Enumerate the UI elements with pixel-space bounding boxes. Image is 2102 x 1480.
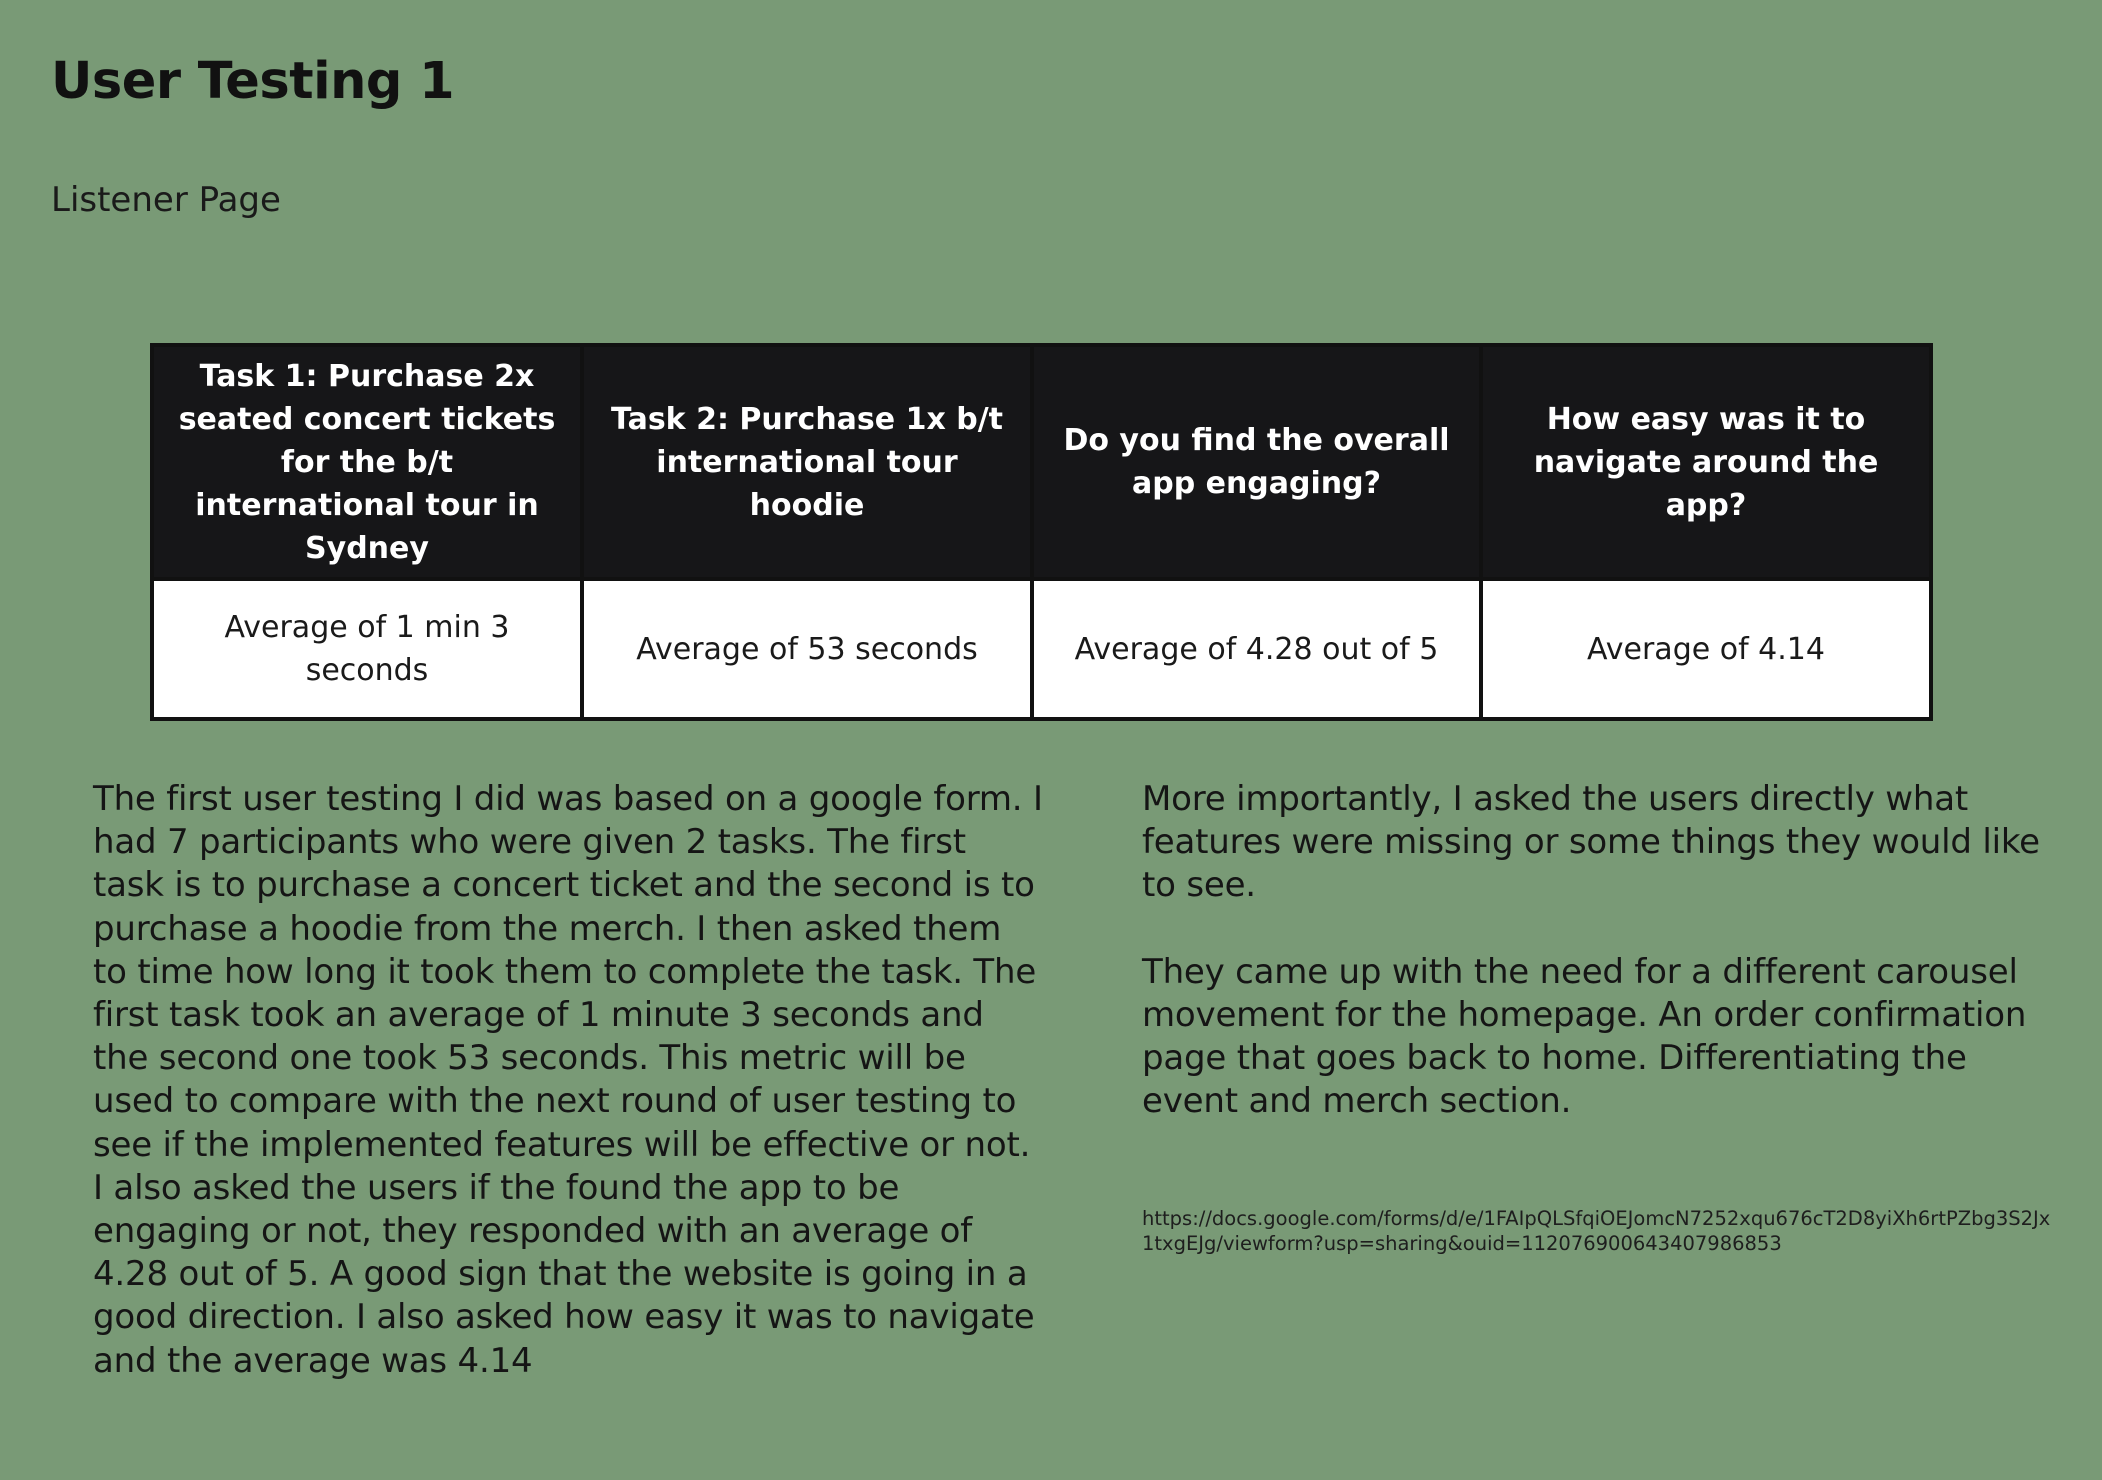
results-table [150, 343, 1933, 721]
page-subtitle: Listener Page [51, 180, 281, 220]
google-form-link[interactable]: https://docs.google.com/forms/d/e/1FAIpQLSfqiOEJomcN7252xqu676cT2D8yiXh6rtPZbg3S2Jx1txgEJg/viewform?usp=sharing&ouid=112076900643407986853 [1142, 1207, 2051, 1255]
table-row [152, 579, 1931, 719]
header-navigation: How easy was it to navigate around the app? [1481, 345, 1931, 579]
feedback-paragraph-findings: They came up with the need for a different carousel movement for the homepage. An order confirmation page that goes back to home. Differentiating the event and merch section. [1142, 951, 2027, 1122]
results-table-body [152, 579, 1931, 719]
testing-summary-text [93, 778, 1043, 1383]
header-task-1: Task 1: Purchase 2x seated concert tickets for the b/t international tour in Sydney [152, 345, 582, 579]
page-title: User Testing 1 [51, 52, 455, 111]
value-task-1: Average of 1 min 3 seconds [152, 579, 582, 719]
value-navigation: Average of 4.14 [1481, 579, 1931, 719]
header-engagement: Do you find the overall app engaging? [1032, 345, 1481, 579]
value-engagement: Average of 4.28 out of 5 [1032, 579, 1481, 719]
results-table-header [152, 345, 1931, 579]
header-task-2: Task 2: Purchase 1x b/t international tour hoodie [582, 345, 1032, 579]
user-feedback-text [1142, 778, 2072, 1123]
value-task-2: Average of 53 seconds [582, 579, 1032, 719]
table-header-row [152, 345, 1931, 579]
feedback-paragraph-intro: More importantly, I asked the users directly what features were missing or some things they would like to see. [1142, 779, 2040, 906]
summary-paragraph: The first user testing I did was based on a google form. I had 7 participants who were given 2 tasks. The first task is to purchase a concert ticket and the second is to purchase a hoodie from the merch. I then asked them to time how long it took them to complete the task. The first task took an average of 1 minute 3 seconds and the second one took 53 seconds. This metric will be used to compare with the next round of user testing to see if the implemented features will be effective or not. I also asked the users if the found the app to be engaging or not, they responded with an average of 4.28 out of 5. A good sign that the website is going in a good direction. I also asked how easy it was to navigate and the average was 4.14 [93, 779, 1043, 1381]
